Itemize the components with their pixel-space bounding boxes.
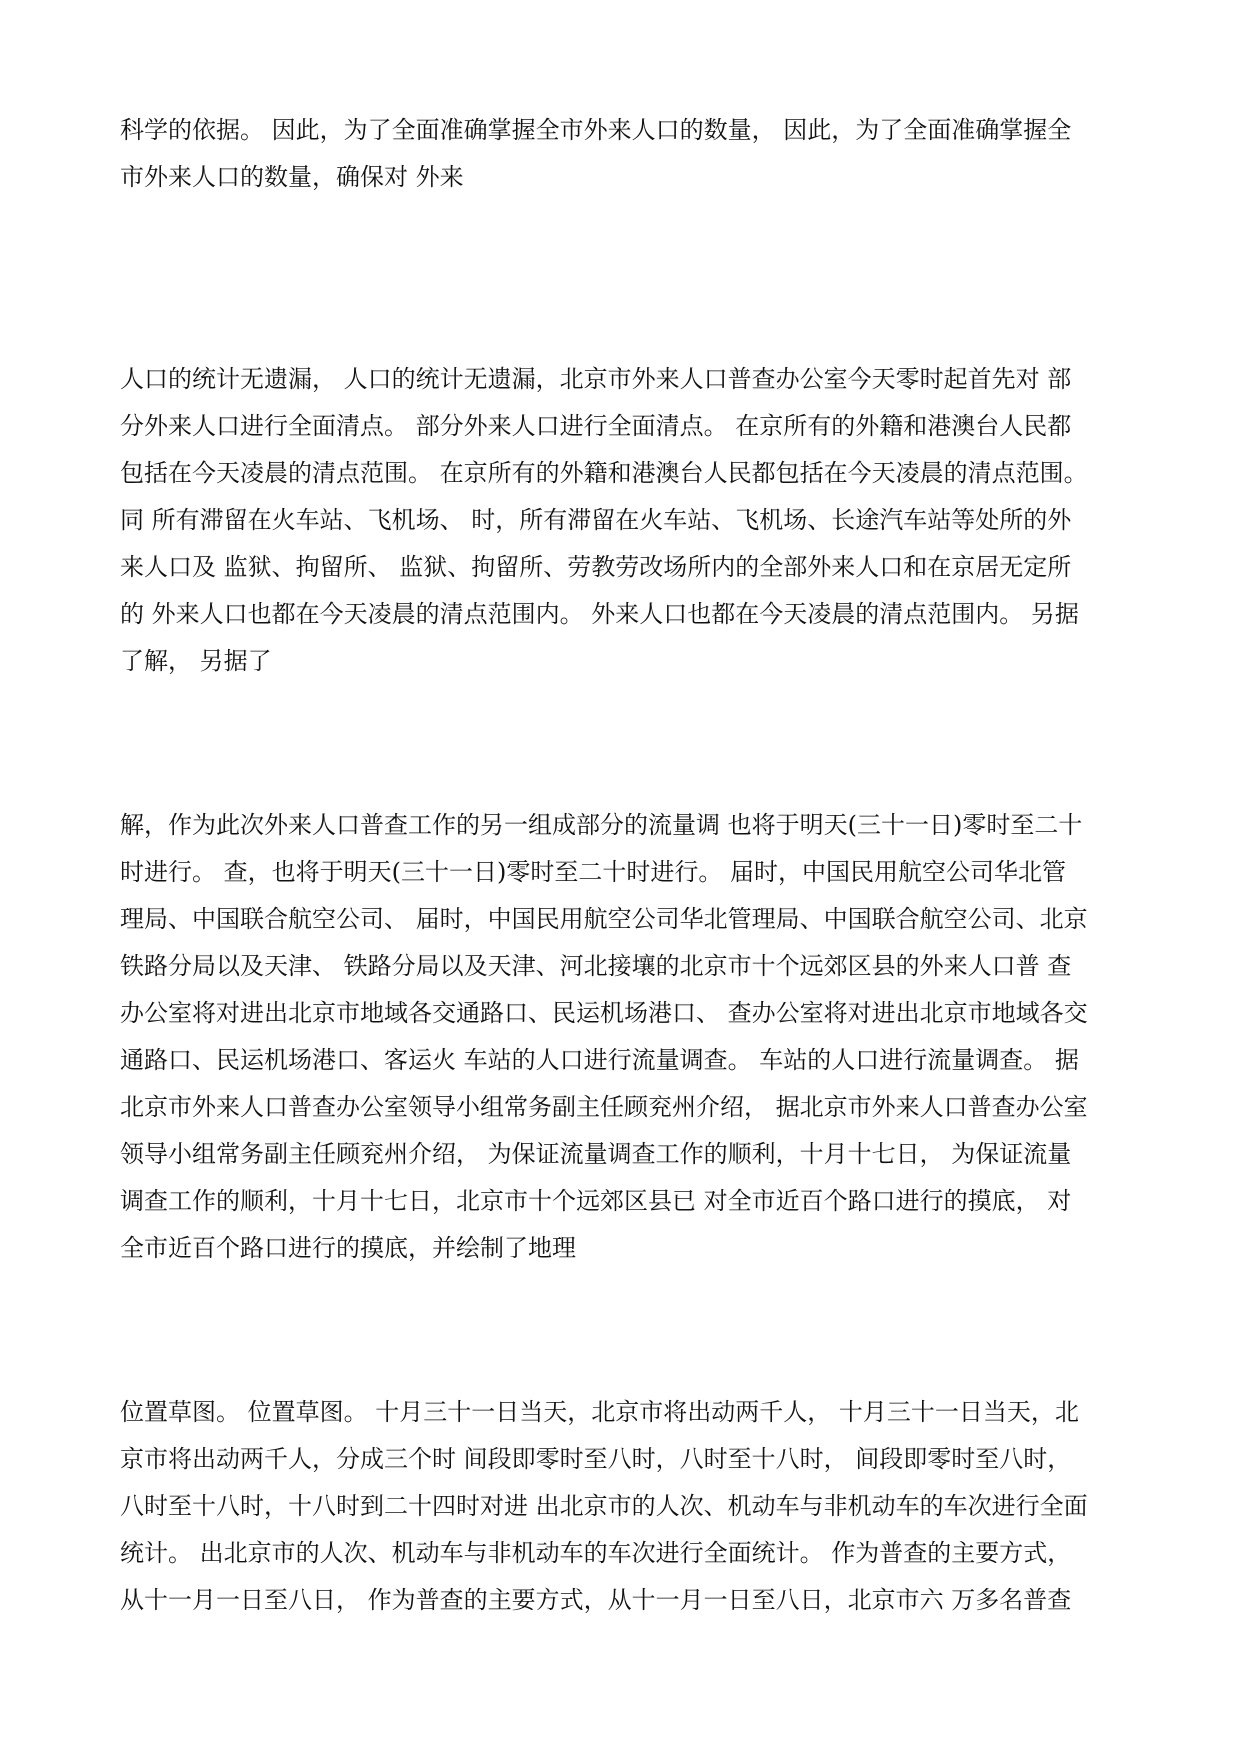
text-line: 位置草图。 位置草图。 十月三十一日当天，北京市将出动两千人， 十月三十一日当天，北	[120, 1398, 1079, 1426]
text-line: 解，作为此次外来人口普查工作的另一组成部分的流量调 也将于明天(三十一日)零时至二十	[120, 811, 1083, 839]
text-line: 市外来人口的数量，确保对 外来	[120, 163, 464, 191]
text-line: 分外来人口进行全面清点。 部分外来人口进行全面清点。 在京所有的外籍和港澳台人民都	[120, 412, 1072, 440]
text-line: 来人口及 监狱、拘留所、 监狱、拘留所、劳教劳改场所内的全部外来人口和在京居无定所	[120, 553, 1072, 581]
text-line: 理局、中国联合航空公司、 届时，中国民用航空公司华北管理局、中国联合航空公司、北京	[120, 905, 1088, 933]
text-line: 北京市外来人口普查办公室领导小组常务副主任顾兖州介绍， 据北京市外来人口普查办公室	[120, 1093, 1088, 1121]
text-line: 从十一月一日至八日， 作为普查的主要方式，从十一月一日至八日，北京市六 万多名普查	[120, 1586, 1072, 1614]
text-line: 包括在今天凌晨的清点范围。 在京所有的外籍和港澳台人民都包括在今天凌晨的清点范围。	[120, 459, 1088, 487]
paragraph-3	[120, 802, 1120, 1272]
text-line: 同 所有滞留在火车站、飞机场、 时，所有滞留在火车站、飞机场、长途汽车站等处所的外	[120, 506, 1072, 534]
text-line: 通路口、民运机场港口、客运火 车站的人口进行流量调查。 车站的人口进行流量调查。 据	[120, 1046, 1079, 1074]
text-line: 八时至十八时，十八时到二十四时对进 出北京市的人次、机动车与非机动车的车次进行全面	[120, 1492, 1088, 1520]
text-line: 办公室将对进出北京市地域各交通路口、民运机场港口、 查办公室将对进出北京市地域各交	[120, 999, 1088, 1027]
paragraph-1	[120, 107, 1120, 201]
text-line: 统计。 出北京市的人次、机动车与非机动车的车次进行全面统计。 作为普查的主要方式，	[120, 1539, 1072, 1567]
text-line: 铁路分局以及天津、 铁路分局以及天津、河北接壤的北京市十个远郊区县的外来人口普 查	[120, 952, 1072, 980]
text-line: 全市近百个路口进行的摸底，并绘制了地理	[120, 1234, 576, 1262]
text-line: 了解， 另据了	[120, 647, 272, 675]
text-line: 领导小组常务副主任顾兖州介绍， 为保证流量调查工作的顺利，十月十七日， 为保证流量	[120, 1140, 1072, 1168]
paragraph-4	[120, 1389, 1120, 1624]
text-line: 科学的依据。 因此，为了全面准确掌握全市外来人口的数量， 因此，为了全面准确掌握全	[120, 116, 1072, 144]
text-line: 人口的统计无遗漏， 人口的统计无遗漏，北京市外来人口普查办公室今天零时起首先对 部	[120, 365, 1072, 393]
text-line: 的 外来人口也都在今天凌晨的清点范围内。 外来人口也都在今天凌晨的清点范围内。 另据	[120, 600, 1079, 628]
text-line: 时进行。 查，也将于明天(三十一日)零时至二十时进行。 届时，中国民用航空公司华北管	[120, 858, 1066, 886]
paragraph-2	[120, 356, 1120, 685]
text-line: 调查工作的顺利，十月十七日，北京市十个远郊区县已 对全市近百个路口进行的摸底， 对	[120, 1187, 1072, 1215]
text-line: 京市将出动两千人，分成三个时 间段即零时至八时，八时至十八时， 间段即零时至八时，	[120, 1445, 1072, 1473]
